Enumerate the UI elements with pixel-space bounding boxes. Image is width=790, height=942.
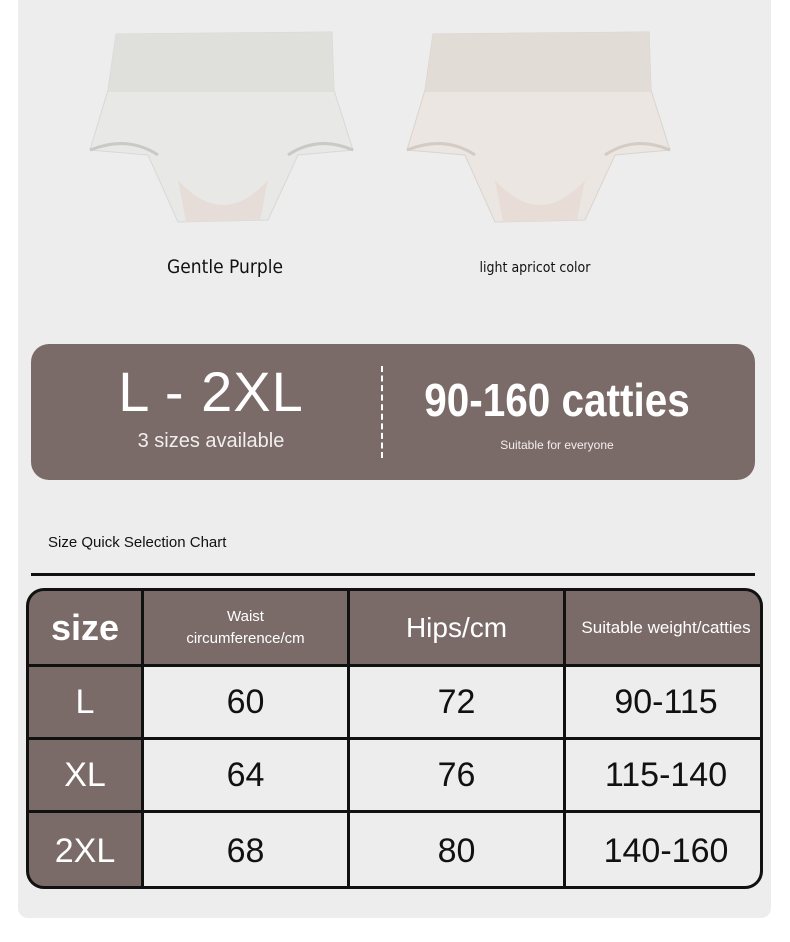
title-rule bbox=[31, 573, 755, 576]
table-row-label: L bbox=[29, 667, 141, 737]
table-cell: 76 bbox=[350, 740, 563, 810]
size-range-block bbox=[71, 362, 351, 453]
sizes-available-note: 3 sizes available bbox=[137, 430, 285, 452]
chart-title: Size Quick Selection Chart bbox=[48, 534, 227, 551]
weight-range-block bbox=[401, 374, 713, 452]
dashed-divider bbox=[381, 366, 383, 458]
product-label-gentle-purple: Gentle Purple bbox=[167, 256, 283, 278]
table-cell: 115-140 bbox=[566, 740, 763, 810]
header-size: size bbox=[29, 591, 141, 664]
header-waist: Waist circumference/cm bbox=[144, 591, 347, 664]
size-table bbox=[26, 588, 763, 889]
table-cell: 140-160 bbox=[566, 813, 763, 889]
weight-range: 90-160 catties bbox=[424, 374, 690, 426]
product-image-gentle-purple bbox=[88, 30, 358, 230]
table-row-label: 2XL bbox=[29, 813, 141, 889]
table-cell: 60 bbox=[144, 667, 347, 737]
weight-note: Suitable for everyone bbox=[500, 438, 614, 452]
size-range-banner bbox=[31, 344, 755, 480]
table-cell: 72 bbox=[350, 667, 563, 737]
header-weight: Suitable weight/catties bbox=[566, 591, 763, 664]
product-label-light-apricot: light apricot color bbox=[479, 260, 591, 276]
table-cell: 68 bbox=[144, 813, 347, 889]
table-row-label: XL bbox=[29, 740, 141, 810]
header-hips: Hips/cm bbox=[350, 591, 563, 664]
table-cell: 64 bbox=[144, 740, 347, 810]
size-range: L - 2XL bbox=[118, 360, 304, 423]
table-cell: 80 bbox=[350, 813, 563, 889]
table-cell: 90-115 bbox=[566, 667, 763, 737]
product-image-light-apricot bbox=[405, 30, 675, 230]
